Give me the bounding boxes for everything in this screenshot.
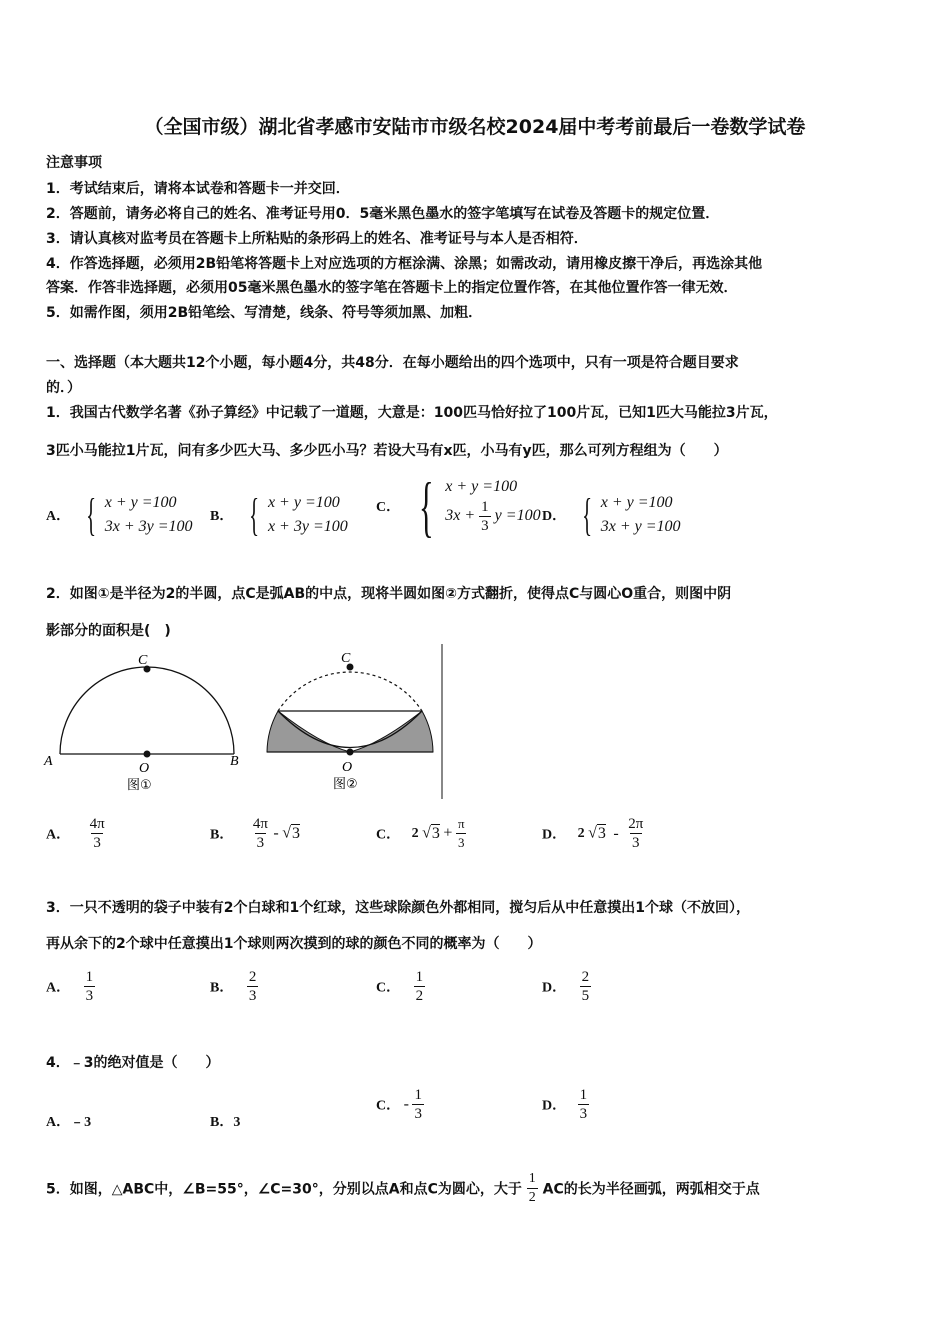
notice-item: 1．考试结束后，请将本试卷和答题卡一并交回． (46, 181, 350, 197)
question-1-text: 1．我国古代数学名著《孙子算经》中记载了一道题，大意是：100匹马恰好拉了100片瓦，已知1匹大马能拉3片瓦， (46, 405, 778, 421)
question-1-text-cont: 3匹小马能拉1片瓦，问有多少匹大马、多少匹小马？若设大马有x匹，小马有y匹，那么可列方程组为（ ） (46, 443, 728, 459)
section-heading-cont: 的．） (46, 380, 81, 396)
q4-option-b: B．3 (210, 1115, 241, 1130)
q3-option-d: D． $\frac{2}{5}$ (542, 969, 590, 1004)
notice-item: 2．答题前，请务必将自己的姓名、准考证号用0．5毫米黑色墨水的签字笔填写在试卷及答题卡的规定位置． (46, 206, 720, 222)
section-heading: 一、选择题（本大题共12个小题，每小题4分，共48分．在每小题给出的四个选项中，只有一项是符合题目要求 (46, 355, 739, 371)
q2-figure (40, 644, 460, 799)
q3-option-b: B． $\frac{2}{3}$ (210, 969, 257, 1004)
q3-option-a: A． $\frac{1}{3}$ (46, 969, 94, 1004)
fig1-caption: 图① (127, 778, 152, 793)
notice-item: 3．请认真核对监考员在答题卡上所粘贴的条形码上的姓名、准考证号与本人是否相符． (46, 231, 588, 247)
q1-option-a: A． { x + y =100 3x + 3y =100 (46, 489, 193, 540)
label-b: B (230, 754, 239, 769)
page-title: （全国市级）湖北省孝感市安陆市市级名校2024届中考考前最后一卷数学试卷 (144, 116, 806, 138)
label-a: A (44, 754, 53, 769)
label-c-2: C (341, 651, 351, 666)
question-4-text: 4．﹣3的绝对值是（ ） (46, 1055, 220, 1071)
notice-item: 4．作答选择题，必须用2B铅笔将答题卡上对应选项的方框涂满、涂黑；如需改动，请用橡皮擦干净后，再选涂其他 (46, 256, 763, 272)
notice-item: 答案．作答非选择题，必须用05毫米黑色墨水的签字笔在答题卡上的指定位置作答，在其他位置作答一律无效． (46, 280, 738, 296)
point-o-2 (347, 749, 354, 756)
q2-option-d: D． 2 √3 - $\frac{2\pi}{3}$ (542, 816, 644, 851)
question-2-text: 2．如图①是半径为2的半圆，点C是弧AB的中点，现将半圆如图②方式翻折，使得点C与圆心O重合，则图中阴 (46, 586, 732, 602)
q1-option-d: D． { x + y =100 3x + y =100 (542, 489, 681, 540)
semicircle-arc (60, 667, 234, 754)
q2-option-b: B． $\frac{4\pi}{3}$ - √3 (210, 816, 301, 851)
question-2-text-cont: 影部分的面积是( ) (46, 623, 171, 639)
dashed-arc (278, 672, 422, 711)
q4-option-c: C． - $\frac{1}{3}$ (376, 1087, 422, 1122)
question-5-text: 5．如图，△ABC中，∠B=55°，∠C=30°，分别以点A和点C为圆心，大于 $\frac{1}{2}$ AC的长为半径画弧，两弧相交于点 (46, 1171, 760, 1205)
label-c: C (138, 653, 148, 668)
question-3-text: 3．一只不透明的袋子中装有2个白球和1个红球，这些球除颜色外都相同，搅匀后从中任意摸出1个球（不放回）， (46, 900, 750, 916)
q1-option-b: B． { x + y =100 x + 3y =100 (210, 489, 348, 540)
q1-option-c: C． { x + y =100 3x + $\frac{1}{3}$ y =100 (376, 468, 541, 544)
q2-option-a: A． $\frac{4\pi}{3}$ (46, 816, 105, 851)
q3-option-c: C． $\frac{1}{2}$ (376, 969, 424, 1004)
notice-heading: 注意事项 (46, 155, 102, 171)
label-o: O (139, 761, 150, 776)
q4-option-a: A．﹣3 (46, 1115, 92, 1130)
q2-option-c: C． 2 √3 + $\frac{\pi}{3}$ (376, 816, 465, 850)
question-3-text-cont: 再从余下的2个球中任意摸出1个球则两次摸到的球的颜色不同的概率为（ ） (46, 936, 542, 952)
q4-option-d: D． $\frac{1}{3}$ (542, 1087, 588, 1122)
label-o-2: O (342, 760, 353, 775)
notice-item: 5．如需作图，须用2B铅笔绘、写清楚，线条、符号等须加黑、加粗． (46, 305, 483, 321)
point-o (144, 751, 151, 758)
fig2-caption: 图② (333, 777, 358, 792)
